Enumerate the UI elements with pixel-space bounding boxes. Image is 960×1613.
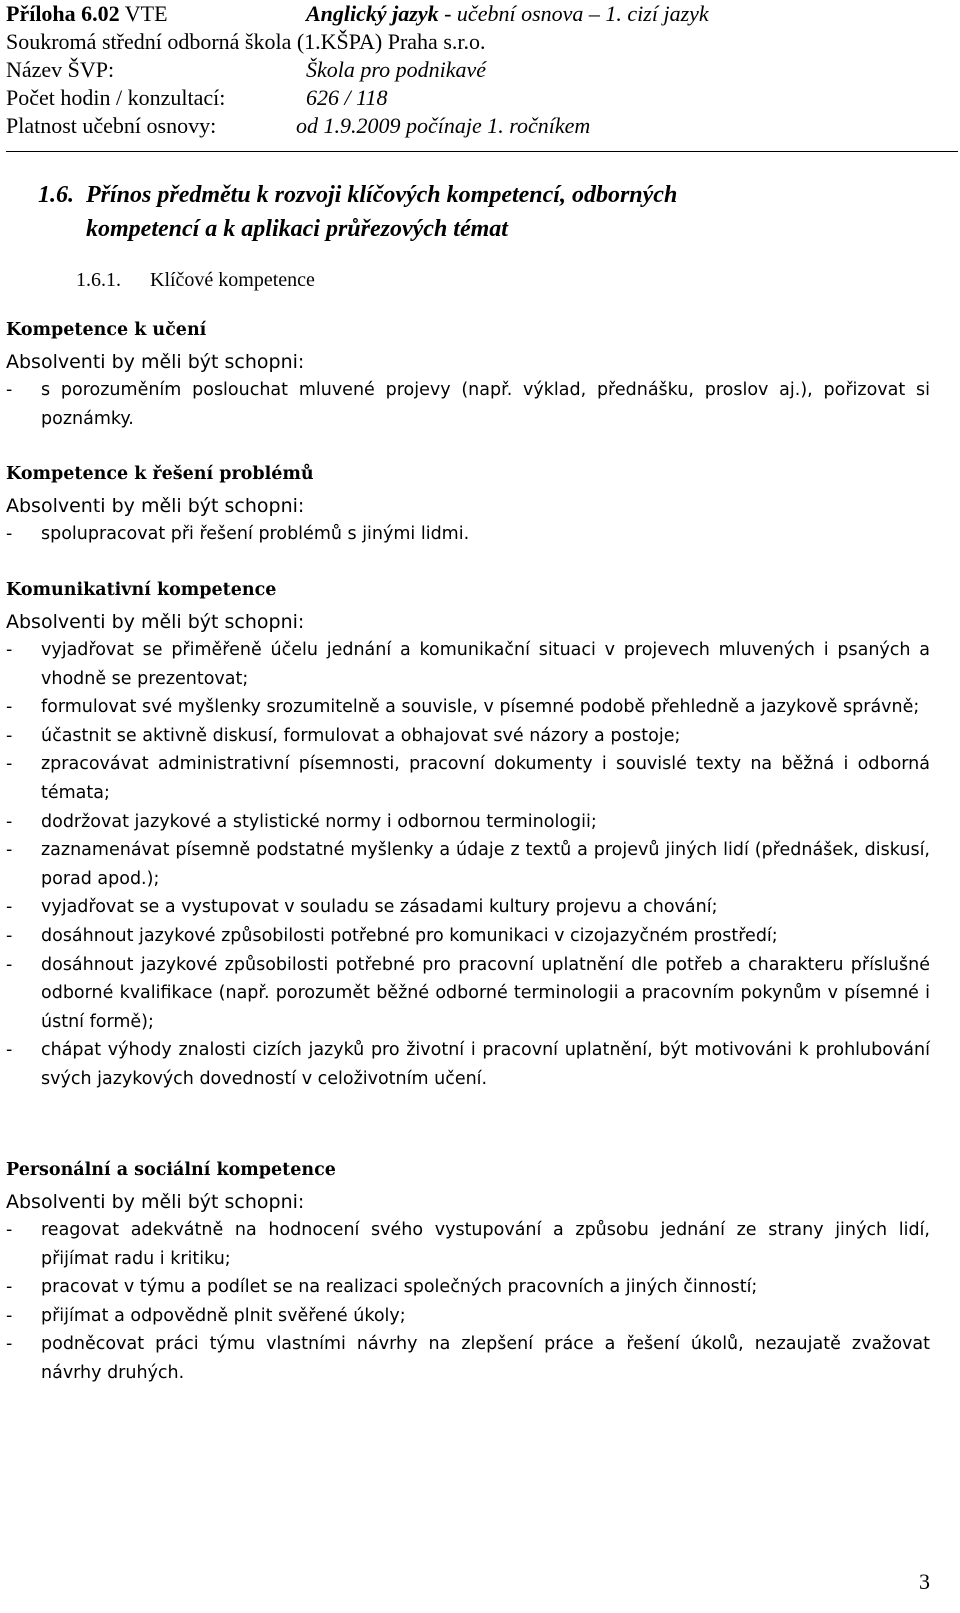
list-item: - formulovat své myšlenky srozumitelně a souvisle, v písemné podobě přehledně a jazykově správně; (6, 693, 930, 722)
list-item: - dosáhnout jazykové způsobilosti potřebné pro komunikaci v cizojazyčném prostředí; (6, 922, 930, 951)
competence-title: Komunikativní kompetence (6, 580, 277, 600)
validity-label: Platnost učební osnovy: (6, 113, 217, 138)
list-item: - s porozuměním poslouchat mluvené projevy (např. výklad, přednášku, proslov aj.), pořizovat si poznámky. (6, 376, 930, 433)
header-row-svp (6, 56, 946, 84)
competence-block-personal-social (6, 1158, 930, 1388)
section-title-line1: Přínos předmětu k rozvoji klíčových kompetencí, odborných (86, 182, 678, 208)
header-divider (6, 151, 958, 152)
list-item: - přijímat a odpovědně plnit svěřené úkoly; (6, 1302, 930, 1331)
header-row-annex (6, 0, 946, 28)
hours-label: Počet hodin / konzultací: (6, 85, 226, 110)
competence-block-communication (6, 578, 930, 1094)
list-item: - chápat výhody znalosti cizích jazyků pro životní i pracovní uplatnění, být motivováni k prohlubování svých jazykových dovedností v celoživotním učení. (6, 1036, 930, 1093)
subsection-heading (76, 266, 315, 294)
subject-description: - učební osnova – 1. cizí jazyk (438, 1, 709, 26)
list-item: - dosáhnout jazykové způsobilosti potřebné pro pracovní uplatnění dle potřeb a charakteru příslušné odborné kvalifikace (např. porozumět běžné odborné terminologii a pracovním pokynům v písemné i ústní formě); (6, 951, 930, 1037)
validity-value: od 1.9.2009 počínaje 1. ročníkem (296, 113, 591, 138)
list-item: - spolupracovat při řešení problémů s jinými lidmi. (6, 520, 930, 549)
hours-value: 626 / 118 (306, 85, 388, 110)
list-item: - reagovat adekvátně na hodnocení svého vystupování a způsobu jednání ze strany jiných lidí, přijímat radu i kritiku; (6, 1216, 930, 1273)
header-row-school (6, 28, 946, 56)
list-item: - vyjadřovat se a vystupovat v souladu se zásadami kultury projevu a chování; (6, 893, 930, 922)
competence-block-learning (6, 318, 930, 433)
svp-label: Název ŠVP: (6, 57, 115, 82)
competence-title: Personální a sociální kompetence (6, 1160, 336, 1180)
list-item: - vyjadřovat se přiměřeně účelu jednání a komunikační situaci v projevech mluvených i psaných a vhodně se prezentovat; (6, 636, 930, 693)
section-title-line2: kompetencí a k aplikaci průřezových témat (86, 216, 508, 242)
competence-list (6, 636, 930, 1094)
subsection-number: 1.6.1. (76, 269, 121, 291)
competence-intro: Absolventi by měli být schopni: (6, 495, 305, 517)
competence-list (6, 1216, 930, 1388)
competence-intro: Absolventi by měli být schopni: (6, 351, 305, 373)
competence-block-problem-solving (6, 462, 930, 549)
svp-value: Škola pro podnikavé (306, 57, 487, 82)
list-item: - zpracovávat administrativní písemnosti, pracovní dokumenty i souvislé texty na běžná i odborná témata; (6, 750, 930, 807)
list-item: - účastnit se aktivně diskusí, formulovat a obhajovat své názory a postoje; (6, 722, 930, 751)
competence-list (6, 376, 930, 433)
list-item: - pracovat v týmu a podílet se na realizaci společných pracovních a jiných činností; (6, 1273, 930, 1302)
annex-number: Příloha 6.02 (6, 1, 120, 26)
section-number: 1.6. (38, 182, 74, 208)
subject-name: Anglický jazyk (306, 1, 439, 26)
competence-intro: Absolventi by měli být schopni: (6, 611, 305, 633)
list-item: - dodržovat jazykové a stylistické normy i odbornou terminologii; (6, 808, 930, 837)
school-name: Soukromá střední odborná škola (1.KŠPA) Praha s.r.o. (6, 29, 486, 54)
competence-list (6, 520, 930, 549)
header-row-validity (6, 112, 946, 140)
list-item: - zaznamenávat písemně podstatné myšlenky a údaje z textů a projevů jiných lidí (přednášek, diskusí, porad apod.); (6, 836, 930, 893)
document-header (6, 0, 946, 140)
competence-title: Kompetence k řešení problémů (6, 464, 314, 484)
subsection-title: Klíčové kompetence (150, 269, 315, 291)
header-row-hours (6, 84, 946, 112)
section-heading (38, 178, 938, 246)
list-item: - podněcovat práci týmu vlastními návrhy na zlepšení práce a řešení úkolů, nezaujatě zvažovat návrhy druhých. (6, 1330, 930, 1387)
competence-intro: Absolventi by měli být schopni: (6, 1191, 305, 1213)
page-number: 3 (919, 1569, 930, 1594)
competence-title: Kompetence k učení (6, 320, 207, 340)
annex-suffix: VTE (119, 1, 168, 26)
